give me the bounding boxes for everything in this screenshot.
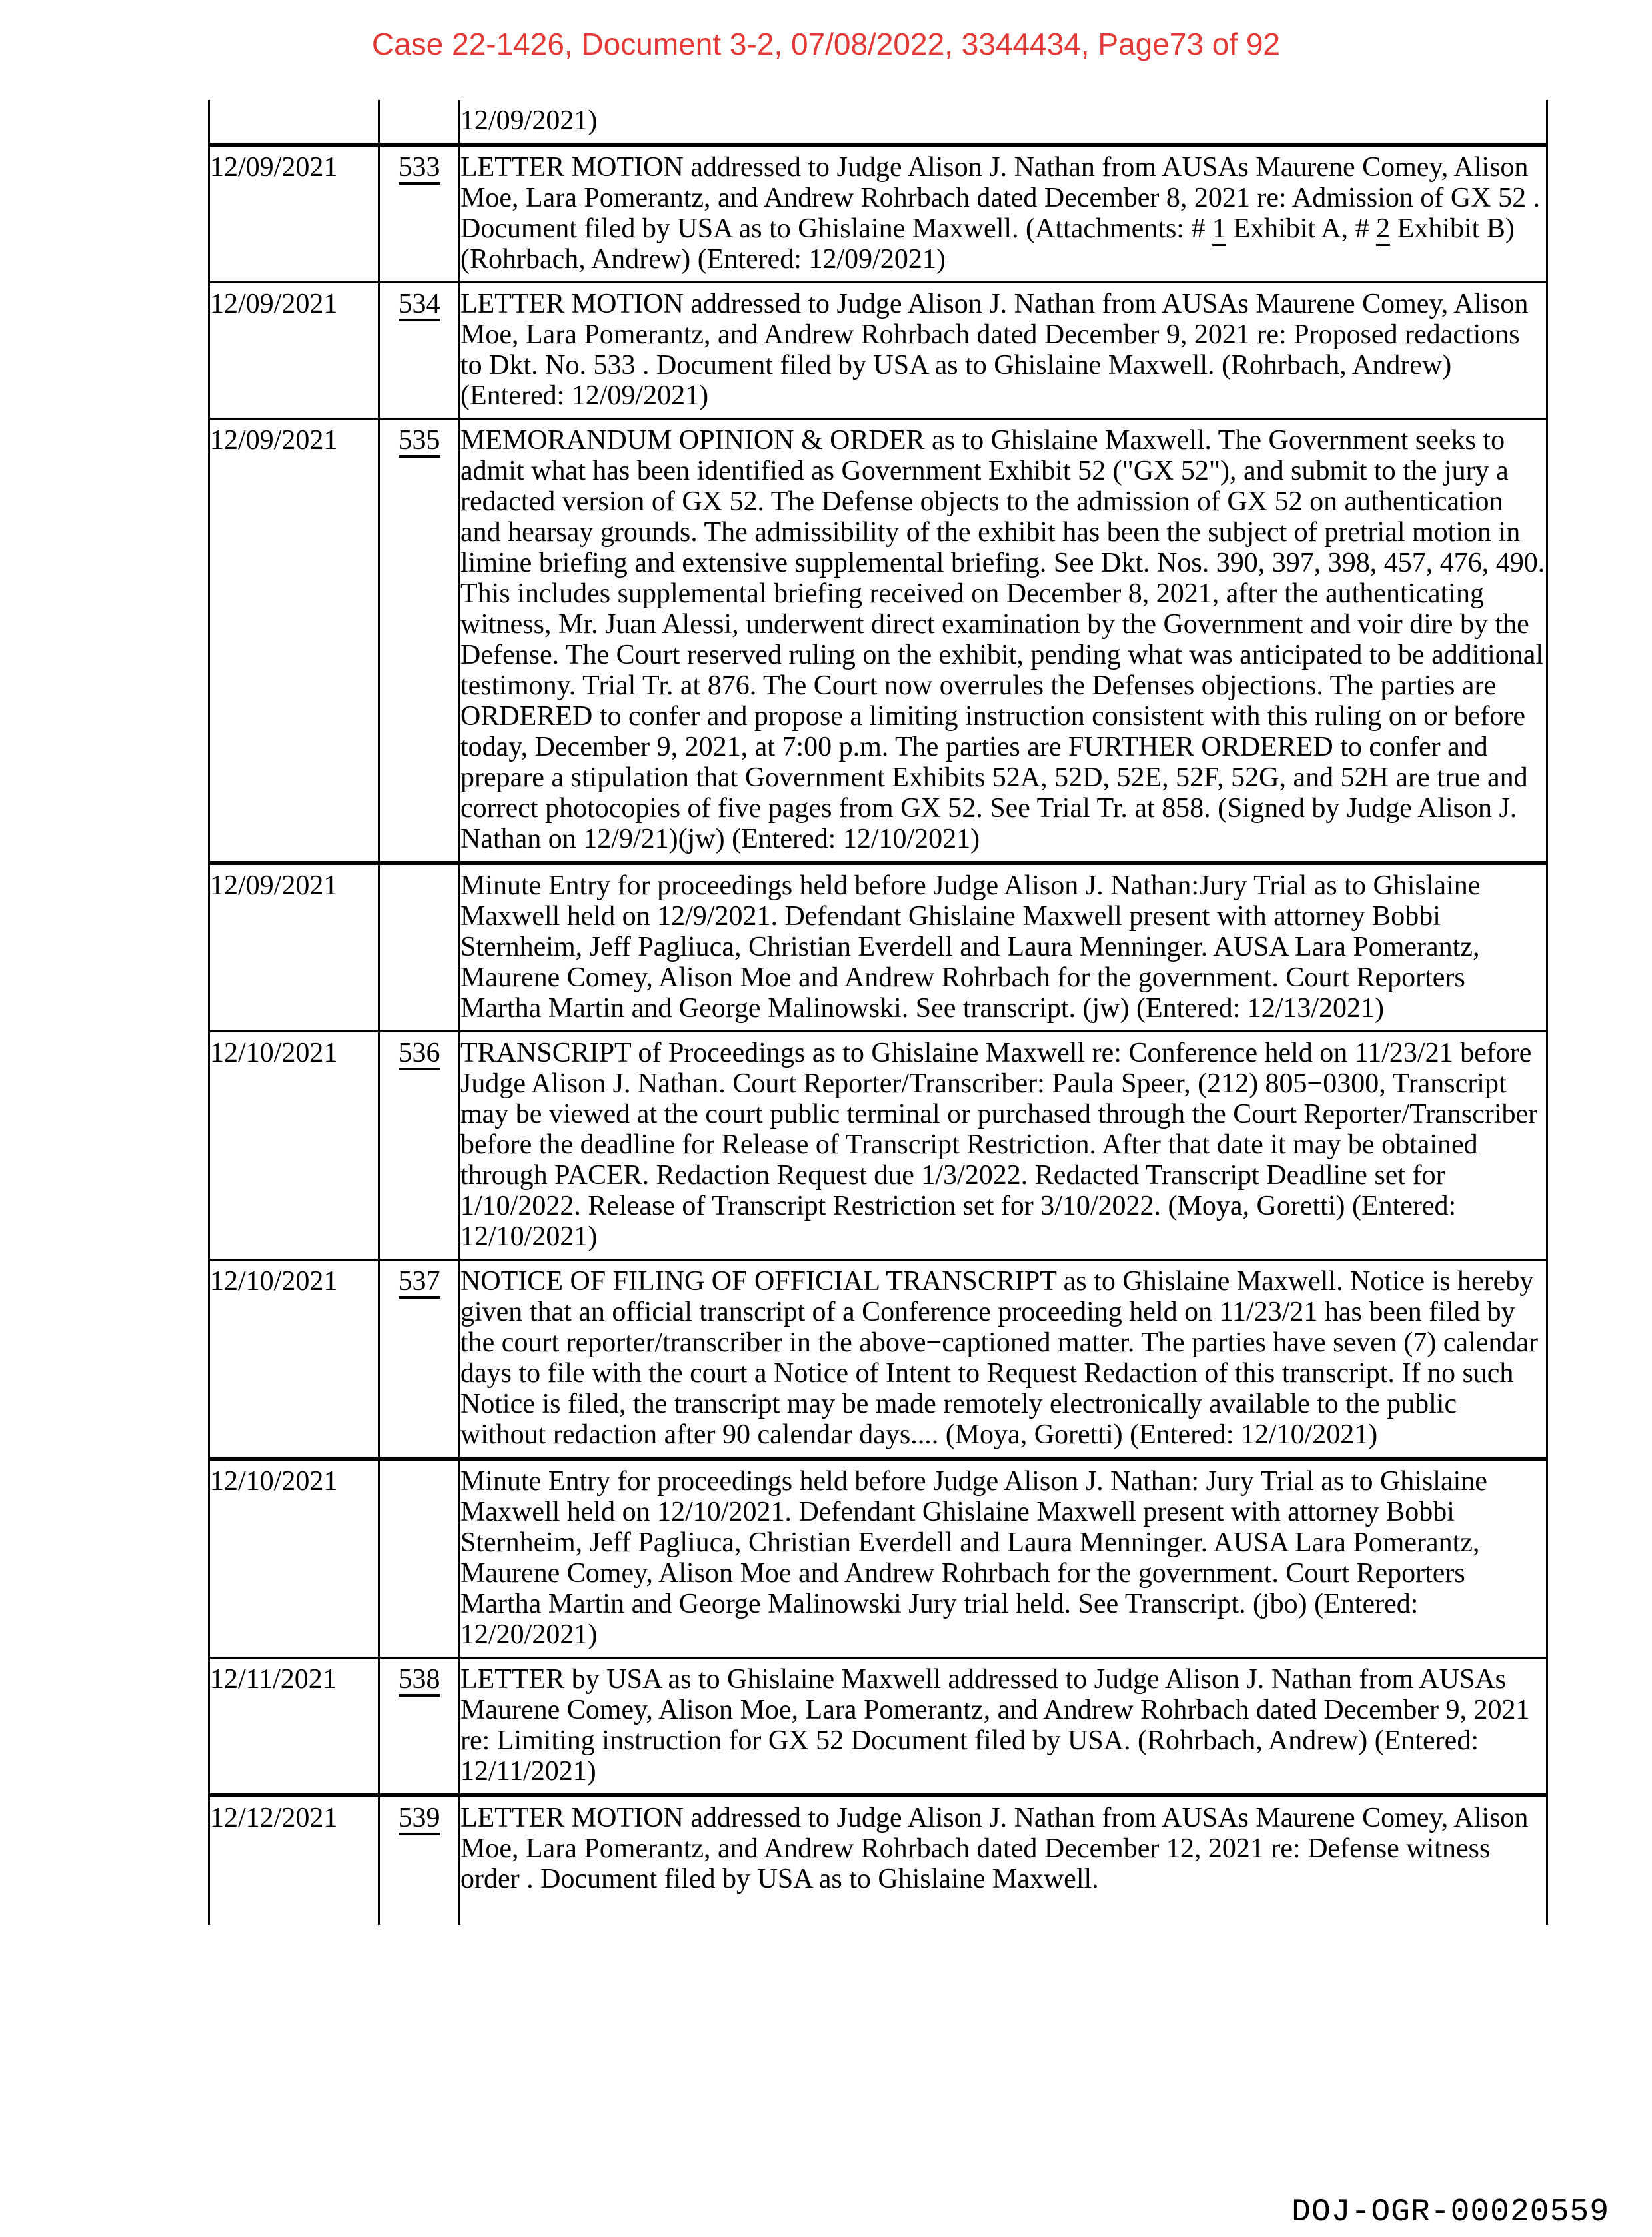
docket-date: 12/09/2021 bbox=[209, 145, 379, 283]
docket-number-link[interactable]: 539 bbox=[399, 1805, 440, 1835]
docket-date bbox=[209, 100, 379, 145]
docket-description: LETTER MOTION addressed to Judge Alison J. Nathan from AUSAs Maurene Comey, Alison Moe, Lara Pomerantz, and Andrew Rohrbach dated December 8, 2021 re: Admission of GX 52 . Document filed by USA as to Ghislaine Maxwell. (Attachments: # 1 Exhibit A, # 2 Exhibit B)(Rohrbach, Andrew) (Entered: 12/09/2021) bbox=[460, 145, 1547, 283]
docket-description: MEMORANDUM OPINION & ORDER as to Ghislaine Maxwell. The Government seeks to admit what has been identified as Government Exhibit 52 ("GX 52"), and submit to the jury a redacted version of GX 52. The Defense objects to the admission of GX 52 on authentication and hearsay grounds. The admissibility of the exhibit has been the subject of pretrial motion in limine briefing and extensive supplemental briefing. See Dkt. Nos. 390, 397, 398, 457, 476, 490. This includes supplemental briefing received on December 8, 2021, after the authenticating witness, Mr. Juan Alessi, underwent direct examination by the Government and voir dire by the Defense. The Court reserved ruling on the exhibit, pending what was anticipated to be additional testimony. Trial Tr. at 876. The Court now overrules the Defenses objections. The parties are ORDERED to confer and propose a limiting instruction consistent with this ruling on or before today, December 9, 2021, at 7:00 p.m. The parties are FURTHER ORDERED to confer and prepare a stipulation that Government Exhibits 52A, 52D, 52E, 52F, 52G, and 52H are true and correct photocopies of five pages from GX 52. See Trial Tr. at 858. (Signed by Judge Alison J. Nathan on 12/9/21)(jw) (Entered: 12/10/2021) bbox=[460, 419, 1547, 864]
docket-row bbox=[209, 1795, 1547, 1925]
docket-description: LETTER MOTION addressed to Judge Alison J. Nathan from AUSAs Maurene Comey, Alison Moe, Lara Pomerantz, and Andrew Rohrbach dated December 12, 2021 re: Defense witness order . Document filed by USA as to Ghislaine Maxwell. bbox=[460, 1795, 1547, 1925]
docket-description: LETTER by USA as to Ghislaine Maxwell addressed to Judge Alison J. Nathan from AUSAs Maurene Comey, Alison Moe, Lara Pomerantz, and Andrew Rohrbach dated December 9, 2021 re: Limiting instruction for GX 52 Document filed by USA. (Rohrbach, Andrew) (Entered: 12/11/2021) bbox=[460, 1658, 1547, 1796]
docket-number-cell bbox=[379, 283, 460, 419]
bates-number: DOJ-OGR-00020559 bbox=[1291, 2194, 1609, 2230]
docket-description: LETTER MOTION addressed to Judge Alison J. Nathan from AUSAs Maurene Comey, Alison Moe, Lara Pomerantz, and Andrew Rohrbach dated December 9, 2021 re: Proposed redactions to Dkt. No. 533 . Document filed by USA as to Ghislaine Maxwell. (Rohrbach, Andrew) (Entered: 12/09/2021) bbox=[460, 283, 1547, 419]
docket-number-link[interactable]: 538 bbox=[399, 1666, 440, 1697]
docket-number-cell bbox=[379, 863, 460, 1032]
docket-date: 12/12/2021 bbox=[209, 1795, 379, 1925]
docket-number-cell bbox=[379, 419, 460, 864]
docket-number-link[interactable]: 533 bbox=[399, 154, 440, 185]
docket-date: 12/11/2021 bbox=[209, 1658, 379, 1796]
docket-date: 12/10/2021 bbox=[209, 1459, 379, 1658]
docket-number-cell bbox=[379, 100, 460, 145]
docket-description: NOTICE OF FILING OF OFFICIAL TRANSCRIPT as to Ghislaine Maxwell. Notice is hereby given that an official transcript of a Conference proceeding held on 11/23/21 has been filed by the court reporter/transcriber in the above−captioned matter. The parties have seven (7) calendar days to file with the court a Notice of Intent to Request Redaction of this transcript. If no such Notice is filed, the transcript may be made remotely electronically available to the public without redaction after 90 calendar days.... (Moya, Goretti) (Entered: 12/10/2021) bbox=[460, 1260, 1547, 1459]
docket-row bbox=[209, 145, 1547, 283]
docket-date: 12/09/2021 bbox=[209, 283, 379, 419]
docket-table-container bbox=[208, 100, 1550, 2097]
docket-date: 12/10/2021 bbox=[209, 1032, 379, 1260]
docket-row bbox=[209, 419, 1547, 864]
docket-number-cell bbox=[379, 1658, 460, 1796]
docket-number-cell bbox=[379, 1260, 460, 1459]
attachment-link[interactable]: 1 bbox=[1212, 213, 1226, 246]
docket-description: 12/09/2021) bbox=[460, 100, 1547, 145]
docket-table bbox=[208, 100, 1548, 1925]
docket-description: TRANSCRIPT of Proceedings as to Ghislaine Maxwell re: Conference held on 11/23/21 before Judge Alison J. Nathan. Court Reporter/Transcriber: Paula Speer, (212) 805−0300, Transcript may be viewed at the court public terminal or purchased through the Court Reporter/Transcriber before the deadline for Release of Transcript Restriction. After that date it may be obtained through PACER. Redaction Request due 1/3/2022. Redacted Transcript Deadline set for 1/10/2022. Release of Transcript Restriction set for 3/10/2022. (Moya, Goretti) (Entered: 12/10/2021) bbox=[460, 1032, 1547, 1260]
docket-date: 12/09/2021 bbox=[209, 863, 379, 1032]
docket-number-link[interactable]: 536 bbox=[399, 1040, 440, 1070]
docket-row bbox=[209, 1459, 1547, 1658]
docket-number-cell bbox=[379, 1459, 460, 1658]
docket-number-link[interactable]: 535 bbox=[399, 427, 440, 458]
docket-number-link[interactable]: 534 bbox=[399, 291, 440, 321]
docket-row bbox=[209, 863, 1547, 1032]
docket-description: Minute Entry for proceedings held before Judge Alison J. Nathan:Jury Trial as to Ghislaine Maxwell held on 12/9/2021. Defendant Ghislaine Maxwell present with attorney Bobbi Sternheim, Jeff Pagliuca, Christian Everdell and Laura Menninger. AUSA Lara Pomerantz, Maurene Comey, Alison Moe and Andrew Rohrbach for the government. Court Reporters Martha Martin and George Malinowski. See transcript. (jw) (Entered: 12/13/2021) bbox=[460, 863, 1547, 1032]
docket-number-cell bbox=[379, 1795, 460, 1925]
docket-date: 12/10/2021 bbox=[209, 1260, 379, 1459]
docket-date: 12/09/2021 bbox=[209, 419, 379, 864]
docket-row bbox=[209, 1658, 1547, 1796]
case-stamp: Case 22-1426, Document 3-2, 07/08/2022, 3344434, Page73 of 92 bbox=[371, 27, 1281, 61]
docket-number-cell bbox=[379, 1032, 460, 1260]
docket-row bbox=[209, 1260, 1547, 1459]
docket-number-cell bbox=[379, 145, 460, 283]
docket-row bbox=[209, 100, 1547, 145]
docket-row bbox=[209, 283, 1547, 419]
docket-number-link[interactable]: 537 bbox=[399, 1268, 440, 1299]
docket-row bbox=[209, 1032, 1547, 1260]
attachment-link[interactable]: 2 bbox=[1376, 213, 1390, 246]
docket-description: Minute Entry for proceedings held before Judge Alison J. Nathan: Jury Trial as to Ghislaine Maxwell held on 12/10/2021. Defendant Ghislaine Maxwell present with attorney Bobbi Sternheim, Jeff Pagliuca, Christian Everdell and Laura Menninger. AUSA Lara Pomerantz, Maurene Comey, Alison Moe and Andrew Rohrbach for the government. Court Reporters Martha Martin and George Malinowski Jury trial held. See Transcript. (jbo) (Entered: 12/20/2021) bbox=[460, 1459, 1547, 1658]
